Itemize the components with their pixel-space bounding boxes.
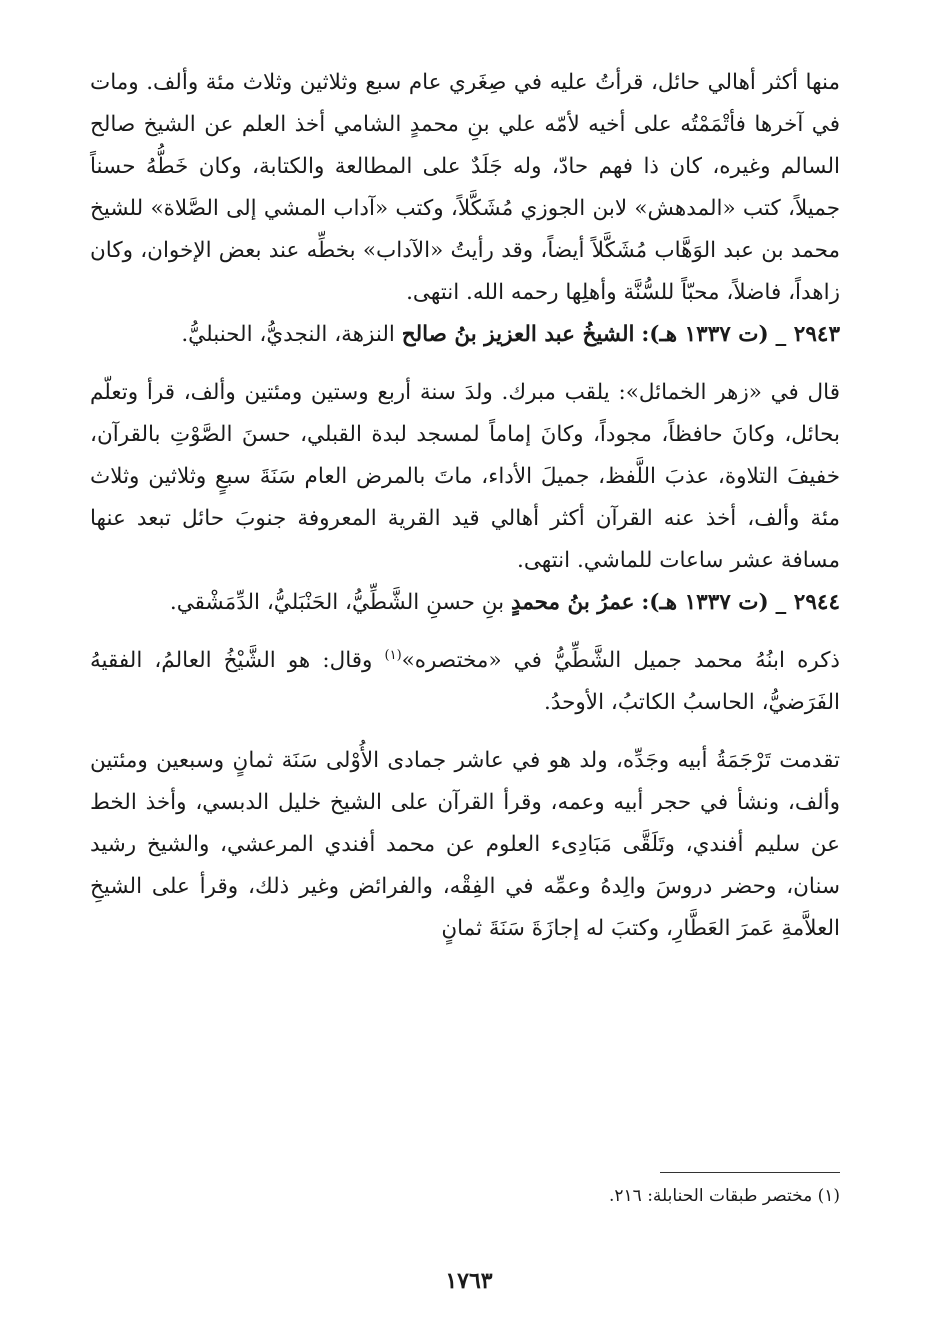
entry-death-date: (ت ١٣٣٧ هـ): — [641, 322, 769, 347]
footnote-marker[interactable]: (١) — [384, 647, 402, 663]
entry-2943-heading — [90, 314, 840, 356]
paragraph-continuation: منها أكثر أهالي حائل، قرأتُ عليه في صِغَري عام سبع وثلاثين وثلاث مئة وألف. ومات في آخرها فأتْمَمْتُه على أخيه لأمّه علي بنِ محمدٍ الشامي أخذ العلم عن الشيخ صالح السالم وغيره، كان ذا فهم حادّ، وله جَلَدٌ على المطالعة والكتابة، وكان خَطُّهُ حسناً جميلاً، كتب «المدهش» لابن الجوزي مُشَكَّلاً، وكتب «آداب المشي إلى الصَّلاة» للشيخ محمد بن عبد الوَهَّاب مُشَكَّلاً أيضاً، وقد رأيتُ «الآداب» بخطِّه عند بعض الإخوان، وكان زاهداً، فاضلاً، محبّاً للسُّنَّة وأهلِها رحمه الله. انتهى. — [90, 70, 840, 305]
page-body — [90, 62, 840, 950]
footnote: (١) مختصر طبقات الحنابلة: ٢١٦. — [608, 1186, 840, 1206]
entry-2944-heading — [90, 582, 840, 624]
entry-name-rest: بنِ حسنِ الشَّطِّيُّ، الحَنْبَليُّ، الدِّمَشْقي. — [169, 590, 511, 615]
entry-name: عمرُ بنُ محمدٍ — [510, 590, 635, 615]
entry-name: الشيخُ عبد العزيز بنُ صالح — [401, 322, 635, 347]
paragraph-entry-2944-bio: تقدمت تَرْجَمَةُ أبيه وجَدِّه، ولد هو في عاشر جمادى الأُوْلى سَنَة ثمانٍ وسبعين ومئتين وألف، ونشأ في حجر أبيه وعمه، وقرأ القرآن على الشيخ خليل الدبسي، وأخذ الخط عن سليم أفندي، وتَلَقَّى مَبَادِىء العلوم عن محمد أفندي المرعشي، والشيخ رشيد سنان، وحضر دروسَ والِدهُ وعمِّه في الفِقْه، والفرائض وغير ذلك، وقرأ على الشيخِ العلاَّمةِ عَمرَ العَطَّارِ، وكتبَ له إجازَةَ سَنَةَ ثمانٍ — [90, 748, 840, 941]
entry-death-date: (ت ١٣٣٧ هـ): — [641, 590, 769, 615]
footnote-divider — [660, 1172, 840, 1173]
paragraph-text: وقال: هو الشَّيْخُ العالمُ، الفقيهُ الفَرَضيُّ، الحاسبُ الكاتبُ، الأوحدُ. — [90, 648, 840, 715]
page-number: ١٧٦٣ — [445, 1268, 493, 1294]
entry-number: ٢٩٤٤ _ — [775, 590, 840, 615]
paragraph-text: ذكره ابنُهُ محمد جميل الشَّطِّيُّ في «مختصره» — [401, 648, 840, 673]
entry-name-rest: النزهة، النجديُّ، الحنبليُّ. — [181, 322, 402, 347]
paragraph-entry-2943: قال في «زهر الخمائل»: يلقب مبرك. ولدَ سنة أربع وستين ومئتين وألف، قرأ وتعلّم بحائل، وكانَ حافظاً، مجوداً، وكانَ إماماً لمسجد لبدة القبلي، حسنَ الصَّوْتِ بالقرآن، خفيفَ التلاوة، عذبَ اللَّفظ، جميلَ الأداء، ماتَ بالمرض العام سَنَةَ سبعٍ وثلاثين وثلاث مئة وألف، أخذ عنه القرآن أكثر أهالي قيد القرية المعروفة جنوبَ حائل تبعد عنها مسافة عشر ساعات للماشي. انتهى. — [90, 380, 840, 573]
paragraph-entry-2944-intro — [90, 640, 840, 724]
entry-number: ٢٩٤٣ _ — [775, 322, 840, 347]
